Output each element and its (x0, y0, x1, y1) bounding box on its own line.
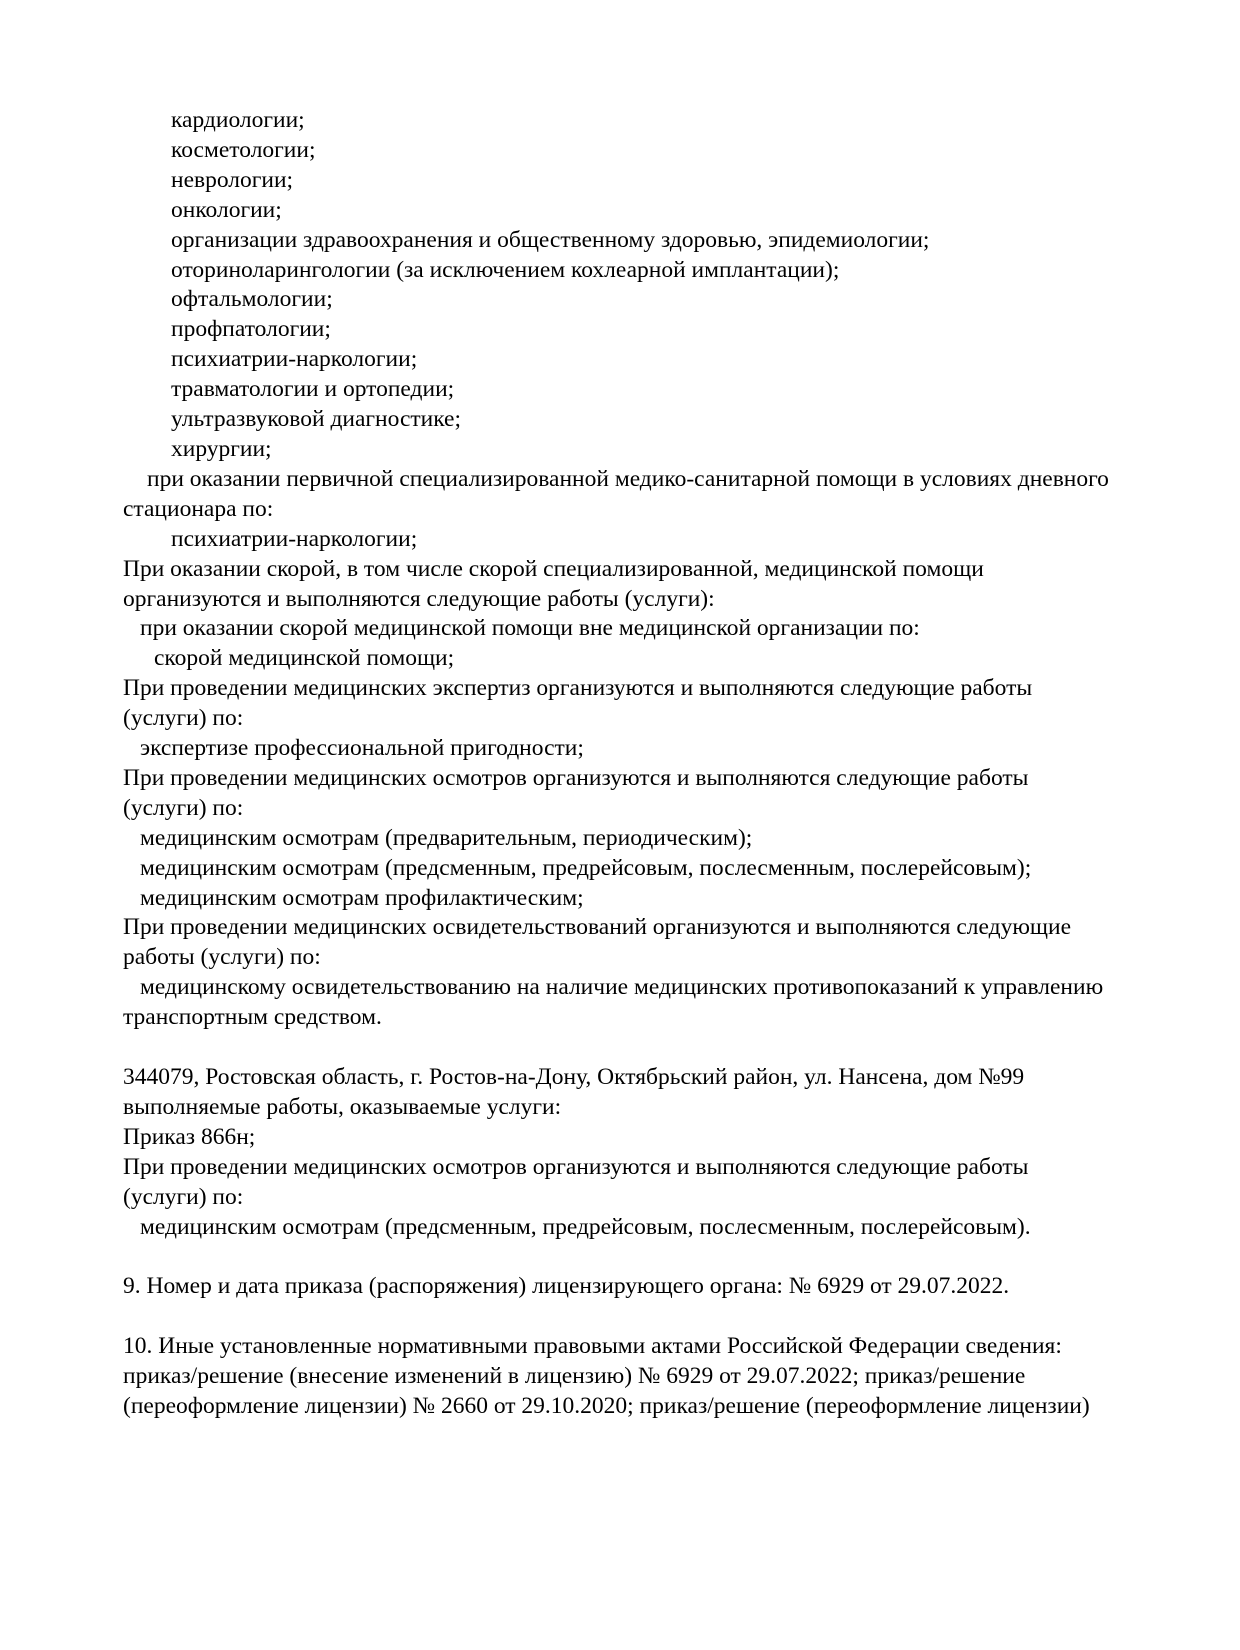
text-line: медицинским осмотрам (предсменным, предрейсовым, послесменным, послерейсовым). (140, 1213, 1031, 1240)
text-line: психиатрии-наркологии; (171, 525, 418, 552)
text-line: при оказании скорой медицинской помощи вне медицинской организации по: (140, 615, 920, 642)
text-line: экспертизе профессиональной пригодности; (140, 735, 584, 762)
text-line: психиатрии-наркологии; (171, 346, 418, 373)
blank-line (123, 1033, 1130, 1063)
text-line: (услуги) по: (123, 794, 244, 821)
text-line: (услуги) по: (123, 1183, 244, 1210)
text-line: Приказ 866н; (123, 1123, 256, 1150)
text-line: кардиологии; (171, 107, 305, 133)
text-line: скорой медицинской помощи; (154, 645, 455, 672)
text-line: организуются и выполняются следующие работы (услуги): (123, 585, 715, 612)
text-line: медицинским осмотрам профилактическим; (140, 884, 584, 911)
text-line: При проведении медицинских освидетельствований организуются и выполняются следующие (123, 914, 1071, 941)
text-line: косметологии; (171, 136, 316, 163)
text-line: оториноларингологии (за исключением кохлеарной имплантации); (171, 256, 840, 283)
text-line: травматологии и ортопедии; (171, 376, 455, 403)
text-line: офтальмологии; (171, 286, 333, 313)
text-line: при оказании первичной специализированной медико-санитарной помощи в условиях дневного (147, 465, 1109, 492)
text-line: 344079, Ростовская область, г. Ростов-на-Дону, Октябрьский район, ул. Нансена, дом №99 (123, 1063, 1025, 1090)
text-line: работы (услуги) по: (123, 944, 321, 971)
text-line: 10. Иные установленные нормативными правовыми актами Российской Федерации сведения: (123, 1333, 1062, 1360)
text-line: онкологии; (171, 196, 282, 223)
blank-line (123, 1242, 1130, 1272)
text-line: выполняемые работы, оказываемые услуги: (123, 1093, 562, 1120)
text-line: ультразвуковой диагностике; (171, 406, 462, 433)
text-line: медицинским осмотрам (предварительным, периодическим); (140, 824, 753, 851)
text-line: При оказании скорой, в том числе скорой специализированной, медицинской помощи (123, 555, 984, 582)
text-line: (переоформление лицензии) № 2660 от 29.10.2020; приказ/решение (переоформление лицензии) (123, 1392, 1090, 1419)
text-line: (услуги) по: (123, 705, 244, 732)
text-line: медицинским осмотрам (предсменным, предрейсовым, послесменным, послерейсовым); (140, 854, 1032, 881)
text-line: стационара по: (123, 495, 274, 522)
blank-line (123, 1302, 1130, 1332)
text-line: медицинскому освидетельствованию на наличие медицинских противопоказаний к управлению (140, 974, 1104, 1001)
text-line: При проведении медицинских осмотров организуются и выполняются следующие работы (123, 1153, 1029, 1180)
text-line: приказ/решение (внесение изменений в лицензию) № 6929 от 29.07.2022; приказ/решение (123, 1363, 1026, 1390)
text-line: При проведении медицинских осмотров организуются и выполняются следующие работы (123, 764, 1029, 791)
text-line: хирургии; (171, 435, 272, 462)
text-line: профпатологии; (171, 316, 331, 343)
text-line: неврологии; (171, 166, 294, 193)
text-line: организации здравоохранения и общественному здоровью, эпидемиологии; (171, 226, 930, 253)
text-line: При проведении медицинских экспертиз организуются и выполняются следующие работы (123, 675, 1033, 702)
text-line: транспортным средством. (123, 1004, 382, 1031)
text-line: 9. Номер и дата приказа (распоряжения) лицензирующего органа: № 6929 от 29.07.2022. (123, 1273, 1010, 1300)
